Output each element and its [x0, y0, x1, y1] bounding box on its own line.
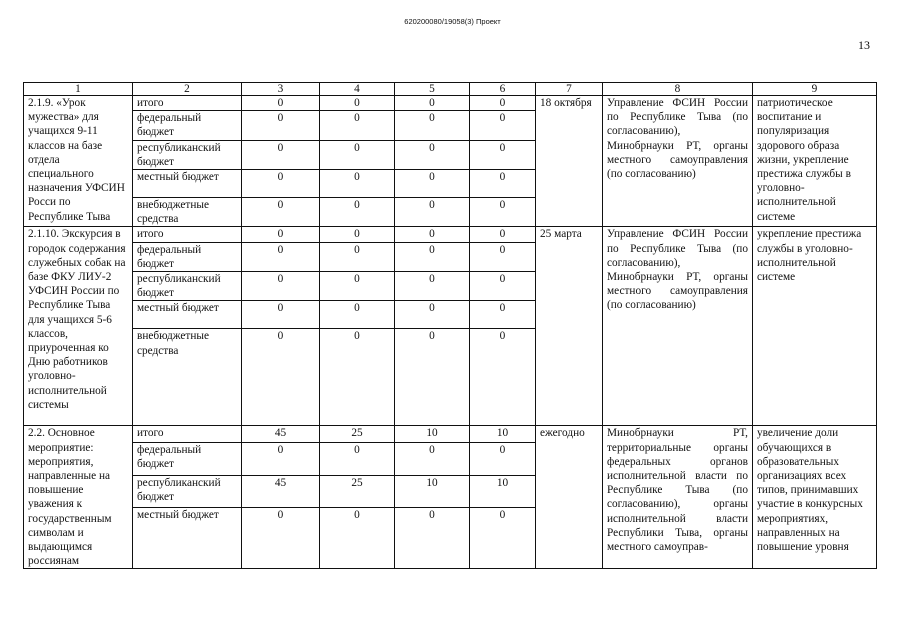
activity-name: 2.2. Основное мероприятие: мероприятия, направленные на повышение уважения к государственным символам и выдающимся россиянам	[24, 426, 133, 569]
column-header-row	[24, 83, 877, 96]
value-cell: 0	[470, 242, 536, 271]
value-cell: 0	[242, 507, 320, 569]
value-cell: 0	[395, 170, 470, 198]
page-number: 13	[858, 38, 870, 52]
value-cell: 45	[242, 475, 320, 507]
responsible-parties: Минобрнауки РТ, территориальные органы федеральных органов исполнительной власти по Республике Тыва (по согласованию), органы исполнительной власти Республики Тыва, органы местного самоуправ-	[603, 426, 753, 569]
funding-source: местный бюджет	[133, 301, 242, 329]
value-cell: 0	[242, 96, 320, 111]
value-cell: 0	[320, 96, 395, 111]
value-cell: 0	[242, 443, 320, 475]
deadline: 25 марта	[536, 227, 603, 426]
value-cell: 0	[470, 170, 536, 198]
value-cell: 0	[395, 242, 470, 271]
value-cell: 0	[395, 198, 470, 227]
value-cell: 0	[470, 272, 536, 301]
funding-source: внебюджетные средства	[133, 329, 242, 426]
value-cell: 0	[242, 111, 320, 140]
value-cell: 10	[470, 426, 536, 443]
table-row	[24, 426, 877, 443]
value-cell: 25	[320, 475, 395, 507]
column-header: 7	[536, 83, 603, 96]
value-cell: 0	[320, 242, 395, 271]
value-cell: 0	[395, 227, 470, 242]
column-header: 2	[133, 83, 242, 96]
value-cell: 0	[470, 443, 536, 475]
value-cell: 0	[395, 329, 470, 426]
value-cell: 0	[320, 507, 395, 569]
deadline: 18 октября	[536, 96, 603, 227]
value-cell: 0	[320, 198, 395, 227]
responsible-parties: Управление ФСИН России по Республике Тыва (по согласованию), Минобрнауки РТ, органы местного самоуправления (по согласованию)	[603, 96, 753, 227]
value-cell: 0	[242, 198, 320, 227]
value-cell: 0	[320, 227, 395, 242]
funding-source: федеральный бюджет	[133, 443, 242, 475]
table-row	[24, 96, 877, 111]
column-header: 4	[320, 83, 395, 96]
expected-result: увеличение доли обучающихся в образовательных организациях всех типов, принимавших участие в конкурсных мероприятиях, направленных на повышение уровня	[753, 426, 877, 569]
column-header: 5	[395, 83, 470, 96]
funding-source: республиканский бюджет	[133, 475, 242, 507]
value-cell: 0	[320, 170, 395, 198]
value-cell: 0	[242, 170, 320, 198]
funding-source: республиканский бюджет	[133, 272, 242, 301]
funding-source: итого	[133, 227, 242, 242]
value-cell: 0	[470, 227, 536, 242]
value-cell: 0	[242, 242, 320, 271]
funding-source: итого	[133, 96, 242, 111]
activity-name: 2.1.10. Экскурсия в городок содержания служебных собак на базе ФКУ ЛИУ-2 УФСИН России по Республике Тыва для учащихся 5-6 классов, приуроченная ко Дню работников уголовно-исполнительной системы	[24, 227, 133, 426]
value-cell: 0	[320, 443, 395, 475]
value-cell: 0	[242, 140, 320, 169]
value-cell: 0	[395, 272, 470, 301]
value-cell: 0	[470, 329, 536, 426]
value-cell: 0	[470, 111, 536, 140]
responsible-parties: Управление ФСИН России по Республике Тыва (по согласованию), Минобрнауки РТ, органы местного самоуправления (по согласованию)	[603, 227, 753, 426]
value-cell: 0	[242, 301, 320, 329]
funding-source: федеральный бюджет	[133, 242, 242, 271]
value-cell: 0	[320, 301, 395, 329]
value-cell: 0	[395, 301, 470, 329]
value-cell: 0	[470, 507, 536, 569]
value-cell: 45	[242, 426, 320, 443]
value-cell: 0	[320, 329, 395, 426]
expected-result: укрепление престижа службы в уголовно-исполнительной системе	[753, 227, 877, 426]
funding-source: местный бюджет	[133, 170, 242, 198]
funding-source: республиканский бюджет	[133, 140, 242, 169]
activity-name: 2.1.9. «Урок мужества» для учащихся 9-11 классов на базе отдела специального назначения УФСИН Росси по Республике Тыва	[24, 96, 133, 227]
value-cell: 0	[395, 96, 470, 111]
value-cell: 25	[320, 426, 395, 443]
document-header: 620200080/19058(3) Проект	[404, 17, 501, 26]
value-cell: 0	[470, 96, 536, 111]
column-header: 6	[470, 83, 536, 96]
program-table	[23, 82, 877, 569]
value-cell: 10	[395, 475, 470, 507]
funding-source: местный бюджет	[133, 507, 242, 569]
column-header: 3	[242, 83, 320, 96]
column-header: 9	[753, 83, 877, 96]
value-cell: 0	[470, 301, 536, 329]
expected-result: патриотическое воспитание и популяризация здорового образа жизни, укрепление престижа службы в уголовно-исполнительной системе	[753, 96, 877, 227]
deadline: ежегодно	[536, 426, 603, 569]
table-row	[24, 227, 877, 242]
value-cell: 0	[320, 272, 395, 301]
value-cell: 10	[470, 475, 536, 507]
funding-source: итого	[133, 426, 242, 443]
value-cell: 0	[395, 507, 470, 569]
column-header: 8	[603, 83, 753, 96]
value-cell: 0	[320, 111, 395, 140]
value-cell: 0	[395, 443, 470, 475]
value-cell: 0	[242, 329, 320, 426]
value-cell: 0	[395, 111, 470, 140]
funding-source: федеральный бюджет	[133, 111, 242, 140]
column-header: 1	[24, 83, 133, 96]
value-cell: 0	[242, 227, 320, 242]
value-cell: 0	[470, 198, 536, 227]
value-cell: 10	[395, 426, 470, 443]
value-cell: 0	[242, 272, 320, 301]
value-cell: 0	[395, 140, 470, 169]
value-cell: 0	[470, 140, 536, 169]
value-cell: 0	[320, 140, 395, 169]
funding-source: внебюджетные средства	[133, 198, 242, 227]
